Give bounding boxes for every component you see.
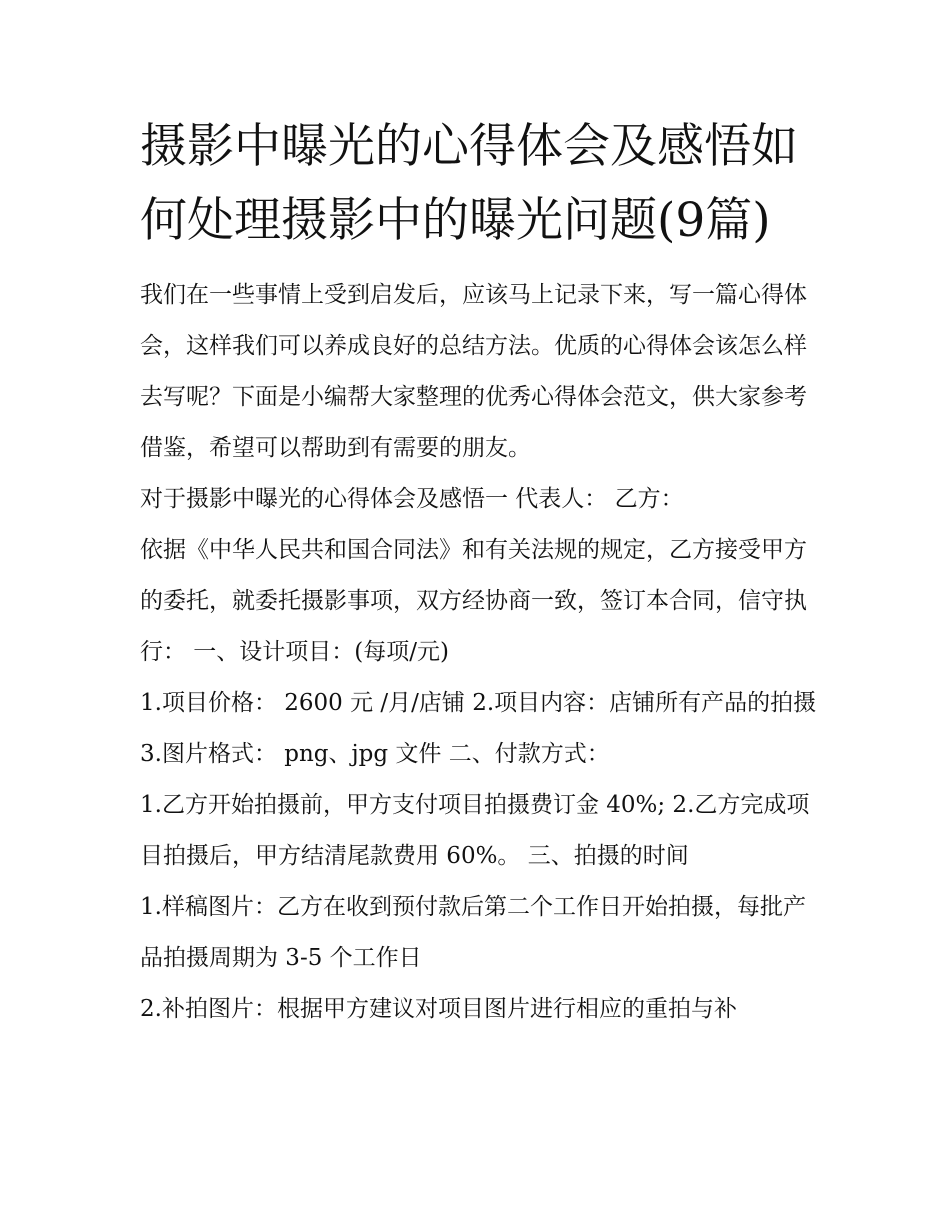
document-page bbox=[140, 110, 820, 1035]
document-title: 摄影中曝光的心得体会及感悟如何处理摄影中的曝光问题(9篇) bbox=[140, 119, 798, 248]
paragraph-reshoot: 2.补拍图片：根据甲方建议对项目图片进行相应的重拍与补 bbox=[140, 996, 737, 1022]
paragraph-parties: 对于摄影中曝光的心得体会及感悟一 代表人： 乙方： bbox=[140, 486, 684, 512]
paragraph-payment: 1.乙方开始拍摄前，甲方支付项目拍摄费订金 40%; 2.乙方完成项目拍摄后，甲方结清尾款费用 60%。 三、拍摄的时间 bbox=[140, 792, 810, 869]
paragraph-project-details: 1.项目价格： 2600 元 /月/店铺 2.项目内容：店铺所有产品的拍摄 3.图片格式： png、jpg 文件 二、付款方式： bbox=[140, 690, 817, 767]
paragraph-intro: 我们在一些事情上受到启发后，应该马上记录下来，写一篇心得体会，这样我们可以养成良好的总结方法。优质的心得体会该怎么样去写呢？下面是小编帮大家整理的优秀心得体会范文，供大家参考借鉴，希望可以帮助到有需要的朋友。 bbox=[140, 282, 807, 461]
paragraph-sample-schedule: 1.样稿图片：乙方在收到预付款后第二个工作日开始拍摄，每批产品拍摄周期为 3-5 个工作日 bbox=[140, 894, 806, 971]
paragraph-contract-basis: 依据《中华人民共和国合同法》和有关法规的规定，乙方接受甲方的委托，就委托摄影事项，双方经协商一致，签订本合同，信守执行： 一、设计项目：(每项/元) bbox=[140, 537, 807, 665]
